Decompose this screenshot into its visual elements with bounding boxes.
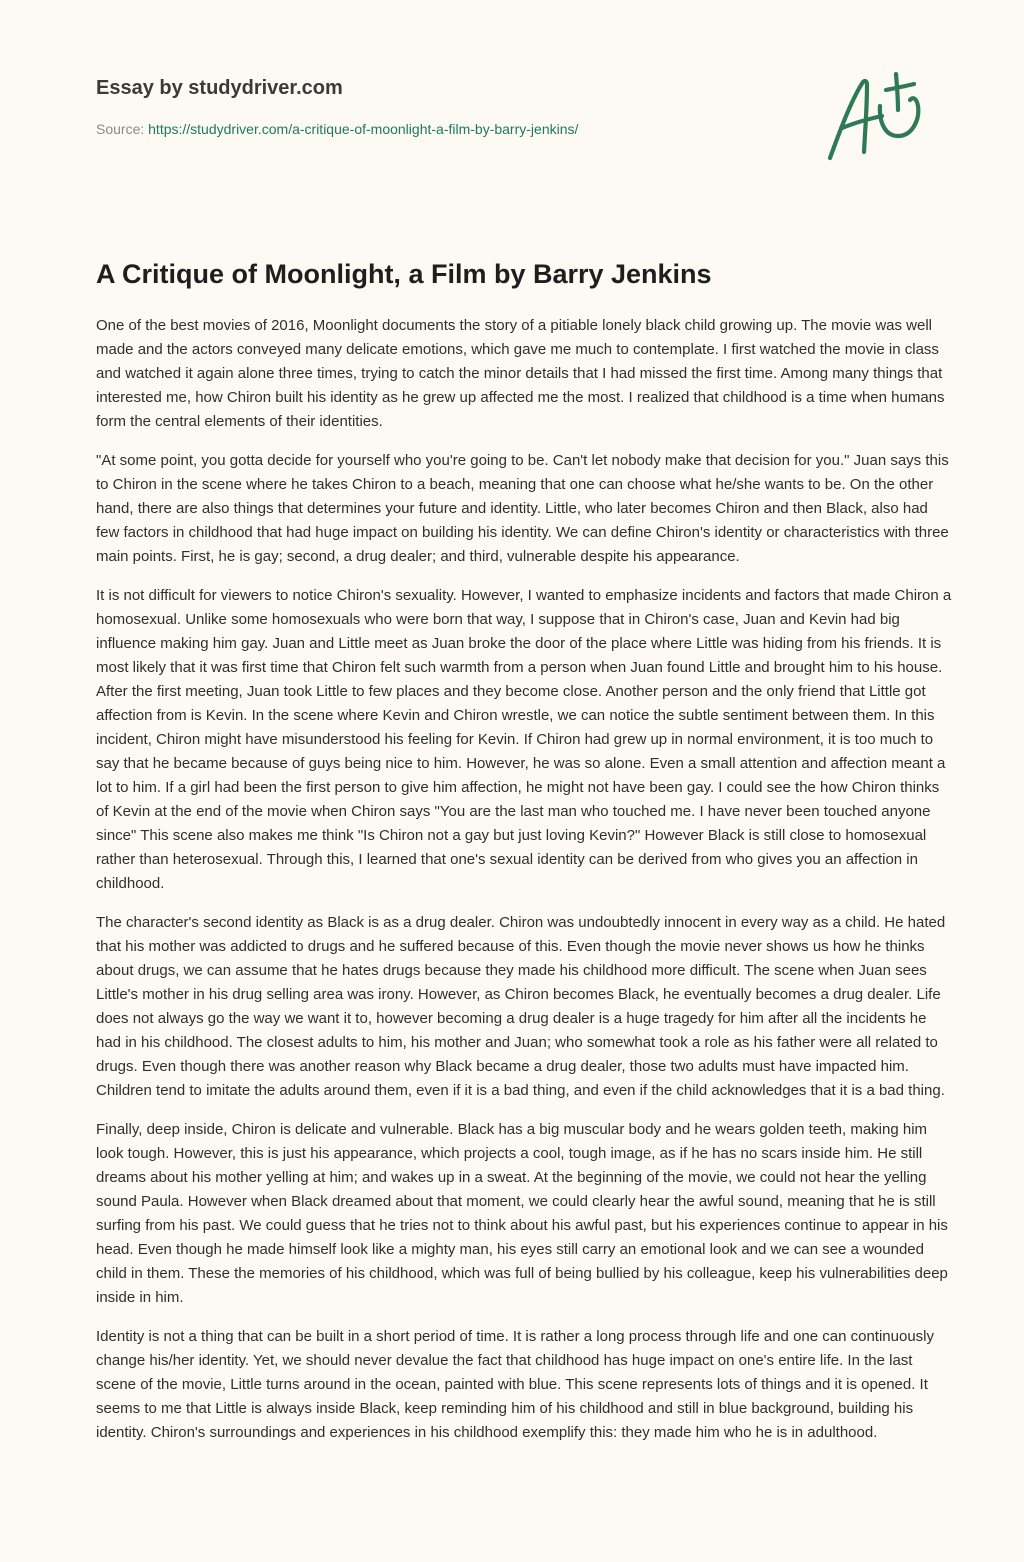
essay-paragraph: One of the best movies of 2016, Moonlight documents the story of a pitiable lonely black child growing up. The movie was well made and the actors conveyed many delicate emotions, which gave me much to contemplate. I first watched the movie in class and watched it again alone three times, trying to catch the minor details that I had missed the first time. Among many things that interested me, how Chiron built his identity as he grew up affected me the most. I realized that childhood is a time when humans form the central elements of their identities. — [96, 317, 945, 430]
a-plus-grade-icon — [818, 66, 930, 166]
site-title: Essay by studydriver.com — [96, 77, 343, 99]
essay-paragraph: Finally, deep inside, Chiron is delicate and vulnerable. Black has a big muscular body and he wears golden teeth, making him look tough. However, this is just his appearance, which projects a cool, tough image, as if he has no scars inside him. He still dreams about his mother yelling at him; and wakes up in a sweat. At the beginning of the movie, we could not hear the yelling sound Paula. However when Black dreamed about that moment, we could clearly hear the awful sound, meaning that he is still surfing from his past. We could guess that he tries not to think about his awful past, but his experiences continue to appear in his head. Even though he made himself look like a mighty man, his eyes still carry an emotional look and we can see a wounded child in them. These the memories of his childhood, which was full of being bullied by his colleague, keep his vulnerabilities deep inside in him. — [96, 1121, 948, 1306]
essay-paragraph: It is not difficult for viewers to notice Chiron's sexuality. However, I wanted to emphasize incidents and factors that made Chiron a homosexual. Unlike some homosexuals who were born that way, I suppose that in Chiron's case, Juan and Kevin had big influence making him gay. Juan and Little meet as Juan broke the door of the place where Little was hiding from his friends. It is most likely that it was first time that Chiron felt such warmth from a person when Juan found Little and brought him to his house. After the first meeting, Juan took Little to few places and they become close. Another person and the only friend that Little got affection from is Kevin. In the scene where Kevin and Chiron wrestle, we can notice the subtle sentiment between them. In this incident, Chiron might have misunderstood his feeling for Kevin. If Chiron had grew up in normal environment, it is too much to say that he became because of guys being nice to him. However, he was so alone. Even a small attention and affection meant a lot to him. If a girl had been the first person to give him affection, he might not have been gay. I could see the how Chiron thinks of Kevin at the end of the movie when Chiron says "You are the last man who touched me. I have never been touched anyone since" This scene also makes me think "Is Chiron not a gay but just loving Kevin?" However Black is still close to homosexual rather than heterosexual. Through this, I learned that one's sexual identity can be derived from who gives you an affection in childhood. — [96, 587, 952, 892]
essay-title: A Critique of Moonlight, a Film by Barry Jenkins — [96, 259, 712, 289]
essay-body — [96, 314, 954, 1460]
essay-paragraph: The character's second identity as Black is as a drug dealer. Chiron was undoubtedly innocent in every way as a child. He hated that his mother was addicted to drugs and he suffered because of this. Even though the movie never shows us how he thinks about drugs, we can assume that he hates drugs because they made his childhood more difficult. The scene when Juan sees Little's mother in his drug selling area was irony. However, as Chiron becomes Black, he eventually becomes a drug dealer. Life does not always go the way we want it to, however becoming a drug dealer is a huge tragedy for him after all the incidents he had in his childhood. The closest adults to him, his mother and Juan; who somewhat took a role as his father were all related to drugs. Even though there was another reason why Black became a drug dealer, those two adults must have impacted him. Children tend to imitate the adults around them, even if it is a bad thing, and even if the child acknowledges that it is a bad thing. — [96, 914, 946, 1099]
source-line — [96, 120, 796, 138]
essay-paragraph: "At some point, you gotta decide for yourself who you're going to be. Can't let nobody make that decision for you." Juan says this to Chiron in the scene where he takes Chiron to a beach, meaning that one can choose what he/she wants to be. On the other hand, there are also things that determines your future and identity. Little, who later becomes Chiron and then Black, also had few factors in childhood that had huge impact on building his identity. We can define Chiron's identity or characteristics with three main points. First, he is gay; second, a drug dealer; and third, vulnerable despite his appearance. — [96, 452, 949, 565]
source-label: Source: — [96, 121, 145, 137]
source-link[interactable]: https://studydriver.com/a-critique-of-moonlight-a-film-by-barry-jenkins/ — [148, 121, 579, 137]
page-header — [96, 74, 796, 138]
essay-paragraph: Identity is not a thing that can be built in a short period of time. It is rather a long process through life and one can continuously change his/her identity. Yet, we should never devalue the fact that childhood has huge impact on one's entire life. In the last scene of the movie, Little turns around in the ocean, painted with blue. This scene represents lots of things and it is opened. It seems to me that Little is always inside Black, keep reminding him of his childhood and still in blue background, building his identity. Chiron's surroundings and experiences in his childhood exemplify this: they made him who he is in adulthood. — [96, 1328, 935, 1441]
